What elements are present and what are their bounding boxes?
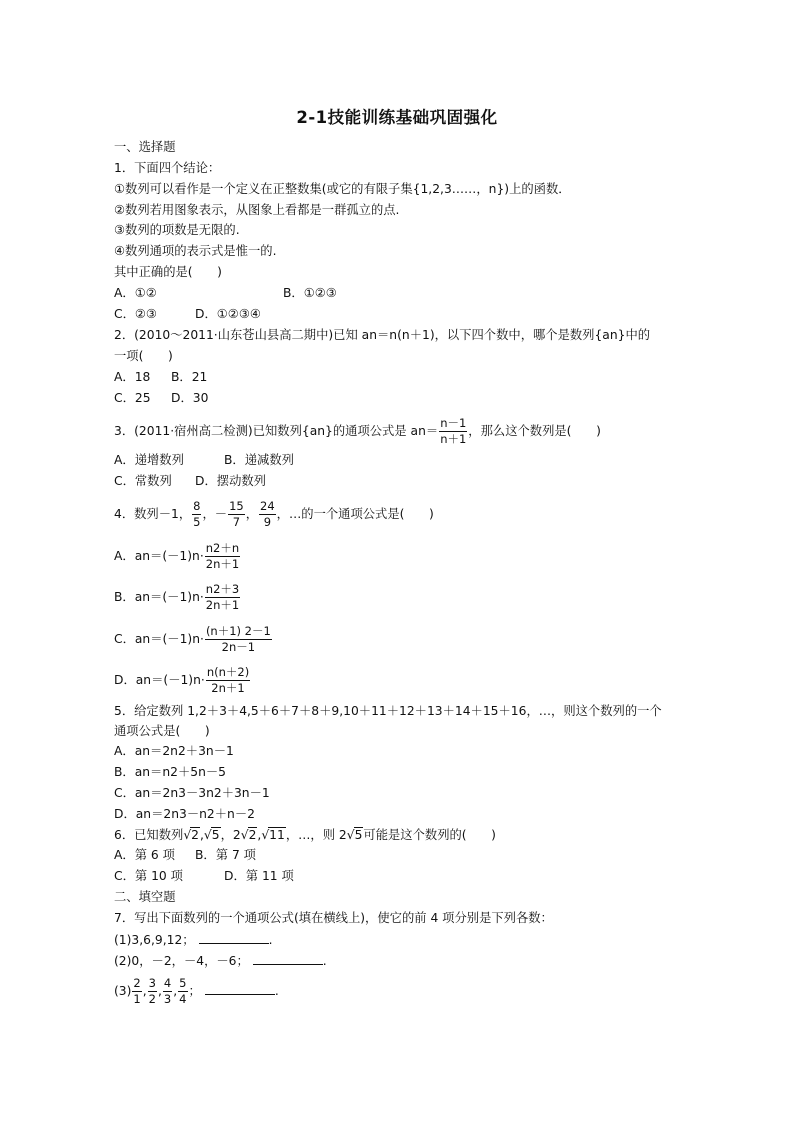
q6-post: 可能是这个数列的( ) bbox=[363, 828, 496, 842]
q3-fraction-numerator: n－1 bbox=[439, 418, 467, 433]
q4-term-fraction-2 bbox=[228, 498, 245, 529]
q6-sqrt-2: √5 bbox=[203, 828, 220, 842]
q4-option-d-fraction bbox=[206, 664, 250, 695]
q2-option-d: D．30 bbox=[171, 391, 209, 405]
q7-part-1-blank[interactable] bbox=[199, 931, 269, 944]
q7-part-3-fraction-1 bbox=[132, 975, 141, 1006]
q3-option-c: C．常数列 bbox=[114, 474, 172, 488]
q4-option-a-fraction bbox=[205, 540, 240, 571]
q4-option-c-label: C．an＝(－1)n· bbox=[114, 632, 204, 646]
q4-term-fraction-1 bbox=[192, 498, 201, 529]
q4-term-2-numerator: 15 bbox=[228, 501, 245, 516]
q1-option-a: A．①② bbox=[114, 286, 157, 300]
q3-option-a: A．递增数列 bbox=[114, 453, 184, 467]
q4-option-d-numerator: n(n＋2) bbox=[206, 667, 250, 682]
q4-option-a-label: A．an＝(－1)n· bbox=[114, 549, 204, 563]
q7-part-2-blank[interactable] bbox=[253, 952, 323, 965]
q2-line-2: 一项( ) bbox=[114, 349, 173, 363]
q4-option-a-denominator: 2n＋1 bbox=[205, 557, 240, 571]
q6-sqrt-3: √2 bbox=[240, 828, 257, 842]
q5-line-1: 5．给定数列 1,2＋3＋4,5＋6＋7＋8＋9,10＋11＋12＋13＋14＋15＋16，…，则这个数列的一个 bbox=[114, 704, 662, 718]
q3-fraction bbox=[439, 415, 467, 446]
q4-option-a-numerator: n2＋n bbox=[205, 543, 240, 558]
q3-post: ，那么这个数列是( ) bbox=[468, 424, 601, 438]
q4-option-b-label: B．an＝(－1)n· bbox=[114, 590, 204, 604]
q4-term-3-numerator: 24 bbox=[259, 501, 276, 516]
q6-radicand-4: 11 bbox=[269, 828, 285, 842]
q6-sqrt-5: √5 bbox=[346, 828, 363, 842]
q6-option-c: C．第 10 项 bbox=[114, 869, 183, 883]
q2-option-c: C．25 bbox=[114, 391, 151, 405]
q4-pre: 4．数列－1， bbox=[114, 507, 192, 521]
q1-ask: 其中正确的是( ) bbox=[114, 265, 222, 279]
q7-part-3-sep: ； bbox=[188, 984, 201, 998]
q6-sqrt-1: √2 bbox=[183, 828, 199, 842]
q7-part-3: (3) $\frac{2}{1}$ , $\frac{3}{2}$ , $\frac{4}{3}$ , $\frac{5}{4}$ ； . bbox=[114, 975, 279, 1006]
q7-part-3-fraction-3 bbox=[163, 975, 172, 1006]
q4-option-d bbox=[114, 663, 251, 697]
q4-option-a bbox=[114, 539, 241, 573]
q4-option-b-fraction bbox=[205, 581, 240, 612]
q5-option-a: A．an＝2n2＋3n－1 bbox=[114, 744, 234, 758]
q7-f4-denominator: 4 bbox=[179, 992, 187, 1006]
q4-term-1-denominator: 5 bbox=[193, 515, 201, 529]
q2-line-1: 2．(2010～2011·山东苍山县高二期中)已知 an＝n(n＋1)，以下四个数中，哪个是数列{an}中的 bbox=[114, 328, 651, 342]
q1-statement-2: ②数列若用图象表示，从图象上看都是一群孤立的点. bbox=[114, 203, 400, 217]
q4-term-3-denominator: 9 bbox=[263, 515, 272, 529]
q1-option-d: D．①②③④ bbox=[195, 307, 261, 321]
q7-part-3-blank[interactable] bbox=[205, 982, 275, 995]
q7-part-2: (2)0，－2，－4，－6； . bbox=[114, 954, 327, 968]
q6-option-b: B．第 7 项 bbox=[195, 848, 256, 862]
q1-statement-4: ④数列通项的表示式是惟一的. bbox=[114, 244, 277, 258]
q4-option-c-numerator: (n＋1) 2－1 bbox=[205, 626, 272, 641]
page-title: 2-1技能训练基础巩固强化 bbox=[296, 108, 498, 127]
q6-radicand-2: 5 bbox=[211, 828, 220, 842]
q4-option-b-denominator: 2n＋1 bbox=[205, 598, 240, 612]
q1-option-b: B．①②③ bbox=[283, 286, 337, 300]
q7-f1-numerator: 2 bbox=[132, 978, 141, 993]
q1-statement-3: ③数列的项数是无限的. bbox=[114, 223, 240, 237]
q7-f2-denominator: 2 bbox=[148, 992, 156, 1006]
q4-option-d-denominator: 2n＋1 bbox=[211, 681, 245, 695]
q7-f2-numerator: 3 bbox=[148, 978, 157, 993]
q4-option-b-numerator: n2＋3 bbox=[205, 584, 240, 599]
q6-option-d: D．第 11 项 bbox=[224, 869, 294, 883]
q6-coefficient-3: 2 bbox=[232, 828, 241, 842]
q3-pre: 3．(2011·宿州高二检测)已知数列{an}的通项公式是 an＝ bbox=[114, 424, 439, 438]
q6-radicand-5: 5 bbox=[354, 828, 363, 842]
q4-term-2-denominator: 7 bbox=[232, 515, 241, 529]
q7-part-3-fraction-2 bbox=[148, 975, 157, 1006]
q4-term-fraction-3 bbox=[259, 498, 276, 529]
q5-option-d: D．an＝2n3－n2＋n－2 bbox=[114, 807, 255, 821]
q3-fraction-denominator: n＋1 bbox=[440, 432, 467, 446]
q6-sqrt-4: √11 bbox=[261, 828, 285, 842]
q6-radicand-3: 2 bbox=[248, 828, 257, 842]
q6-line: 6．已知数列√2,√5，2√2,√11，…，则 2√5可能是这个数列的( ) bbox=[114, 828, 496, 842]
q7-part-1: (1)3,6,9,12； . bbox=[114, 933, 273, 947]
q7-f3-numerator: 4 bbox=[163, 978, 172, 993]
q7-f4-numerator: 5 bbox=[178, 978, 187, 993]
q3-option-d: D．摆动数列 bbox=[195, 474, 266, 488]
q4-option-c bbox=[114, 622, 273, 656]
q7-part-2-text: (2)0，－2，－4，－6； bbox=[114, 954, 249, 968]
q4-option-b bbox=[114, 580, 241, 614]
section-heading-choice: 一、选择题 bbox=[114, 140, 176, 154]
q3-option-b: B．递减数列 bbox=[224, 453, 294, 467]
q7-f3-denominator: 3 bbox=[163, 992, 172, 1006]
q7-part-3-fraction-4 bbox=[178, 975, 187, 1006]
q4-post: ，…的一个通项公式是( ) bbox=[276, 507, 434, 521]
q7-stem: 7．写出下面数列的一个通项公式(填在横线上)，使它的前 4 项分别是下列各数： bbox=[114, 911, 553, 925]
q1-option-c: C．②③ bbox=[114, 307, 157, 321]
q7-part-3-label: (3) bbox=[114, 984, 132, 998]
q1-statement-1: ①数列可以看作是一个定义在正整数集(或它的有限子集{1,2,3……，n})上的函数． bbox=[114, 182, 571, 196]
q1-stem: 1．下面四个结论： bbox=[114, 161, 221, 175]
q7-part-1-text: (1)3,6,9,12； bbox=[114, 933, 195, 947]
q4-line bbox=[114, 497, 434, 531]
q6-option-a: A．第 6 项 bbox=[114, 848, 175, 862]
q4-sep-1: ，－ bbox=[202, 507, 228, 521]
q2-option-a: A．18 bbox=[114, 370, 151, 384]
q4-sep-2: ， bbox=[245, 507, 259, 521]
q6-radicand-1: 2 bbox=[191, 828, 199, 842]
q4-option-d-label: D．an＝(－1)n· bbox=[114, 673, 205, 687]
q4-option-c-denominator: 2n－1 bbox=[221, 640, 256, 654]
q6-mid: ，…，则 2 bbox=[285, 828, 347, 842]
q3-line bbox=[114, 414, 601, 448]
q5-option-b: B．an＝n2＋5n－5 bbox=[114, 765, 227, 779]
q2-option-b: B．21 bbox=[171, 370, 208, 384]
q6-pre: 6．已知数列 bbox=[114, 828, 184, 842]
q4-term-1-numerator: 8 bbox=[192, 501, 201, 516]
q4-option-c-fraction bbox=[205, 623, 272, 654]
q5-option-c: C．an＝2n3－3n2＋3n－1 bbox=[114, 786, 270, 800]
q7-f1-denominator: 1 bbox=[133, 992, 141, 1006]
section-heading-fill: 二、填空题 bbox=[114, 890, 176, 904]
q5-line-2: 通项公式是( ) bbox=[114, 724, 210, 738]
